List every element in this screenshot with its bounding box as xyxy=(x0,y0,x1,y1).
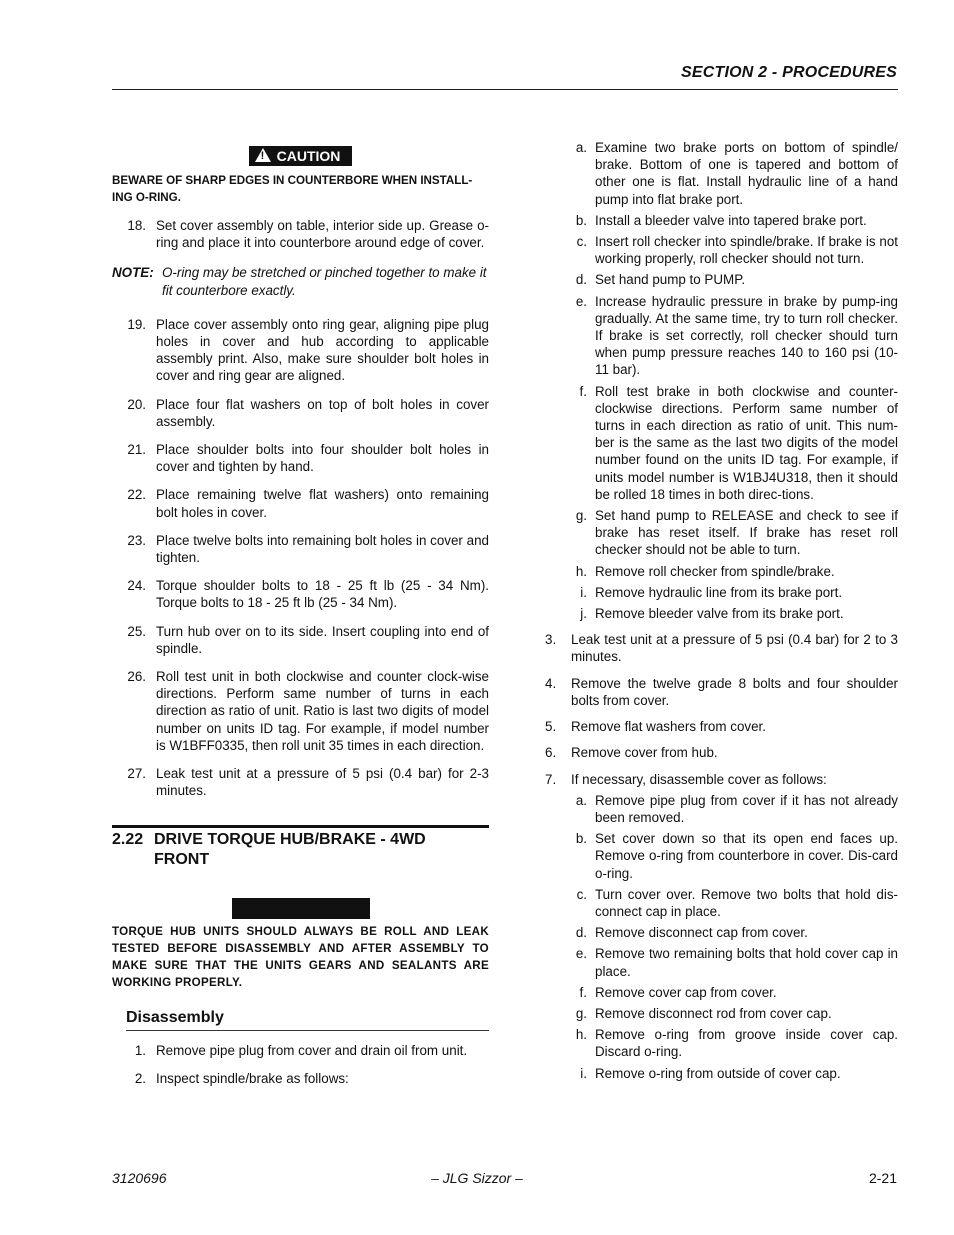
section-number: 2.22 xyxy=(112,831,144,849)
step-text: Place remaining twelve flat washers) onto remaining bolt holes in cover. xyxy=(156,487,489,520)
substep-letter: h. xyxy=(575,563,587,579)
step-item xyxy=(539,675,898,709)
substep-letter: i. xyxy=(580,1065,587,1081)
step-item xyxy=(112,577,489,611)
substep-item xyxy=(539,1065,898,1082)
step-text: Torque shoulder bolts to 18 - 25 ft lb (25 - 34 Nm). Torque bolts to 18 - 25 ft lb (25 - 34 Nm). xyxy=(156,578,489,611)
section-title: DRIVE TORQUE HUB/BRAKE - 4WD FRONT xyxy=(154,831,426,869)
step-text: Leak test unit at a pressure of 5 psi (0.4 bar) for 2-3 minutes. xyxy=(156,766,489,799)
substep-letter: i. xyxy=(580,584,587,600)
substep-text: Remove pipe plug from cover if it has not already been removed. xyxy=(595,792,898,825)
substep-letter: f. xyxy=(579,383,587,399)
substep-text: Set hand pump to PUMP. xyxy=(595,272,746,288)
step-item xyxy=(112,668,489,754)
substep-text: Remove o-ring from groove inside cover cap. Discard o-ring. xyxy=(595,1027,898,1060)
substep-item xyxy=(539,1026,898,1060)
substep-letter: g. xyxy=(575,1005,587,1021)
substep-text: Remove hydraulic line from its brake port. xyxy=(595,584,843,600)
caution-label: CAUTION xyxy=(276,148,341,164)
substep-text: Remove bleeder valve from its brake port. xyxy=(595,606,844,622)
substep-letter: b. xyxy=(575,831,587,847)
substeps-list-b xyxy=(539,792,898,1082)
substep-item xyxy=(539,383,898,503)
substep-letter: g. xyxy=(575,508,587,524)
note-label: NOTE: xyxy=(112,265,154,281)
step-item xyxy=(112,1070,489,1087)
warning-text: TORQUE HUB UNITS SHOULD ALWAYS BE ROLL AND LEAK TESTED BEFORE DISASSEMBLY AND AFTER ASSEMBLY TO MAKE SURE THAT THE UNITS GEARS AND SEALANTS ARE WORKING PROPERLY. xyxy=(112,925,489,990)
substep-letter: a. xyxy=(575,792,587,808)
steps-list-b xyxy=(112,316,489,800)
step-number: 4. xyxy=(545,675,557,691)
step-number: 6. xyxy=(545,745,557,761)
substep-letter: e. xyxy=(575,946,587,962)
caution-block xyxy=(112,146,489,166)
substep-text: Set hand pump to RELEASE and check to see if brake has reset itself. If brake has reset roll checker should not be able to turn. xyxy=(595,508,898,558)
section-header: SECTION 2 - PROCEDURES xyxy=(681,64,897,81)
substep-text: Roll test brake in both clockwise and counter-clockwise directions. Perform same number of turns in each direction as ratio of unit. This num-ber is the same as the last two digits of the model number found on the units ID tag. For example, if units model number is W1BJ4U318, then it should be rolled 18 times in both direc-tions. xyxy=(595,383,898,502)
step-item xyxy=(112,396,489,430)
step-number: 1. xyxy=(134,1042,146,1058)
substep-item xyxy=(539,886,898,920)
substep-item xyxy=(539,830,898,882)
steps-list-c xyxy=(112,1042,489,1087)
substep-item xyxy=(539,1005,898,1022)
step-text: Remove the twelve grade 8 bolts and four shoulder bolts from cover. xyxy=(571,675,898,708)
step-text: Place four flat washers on top of bolt holes in cover assembly. xyxy=(156,396,489,429)
substep-text: Install a bleeder valve into tapered brake port. xyxy=(595,212,867,228)
substep-letter: d. xyxy=(575,272,587,288)
step-text: Place shoulder bolts into four shoulder bolt holes in cover and tighten by hand. xyxy=(156,442,489,475)
step-text: Remove flat washers from cover. xyxy=(571,719,766,735)
step-number: 23. xyxy=(127,532,146,548)
substep-text: Increase hydraulic pressure in brake by pump-ing gradually. At the same time, try to turn roll checker. If brake is set correctly, roll checker should turn when pump pressure reaches 140 to 160 psi (10-11 bar). xyxy=(595,293,898,378)
substep-text: Remove cover cap from cover. xyxy=(595,984,777,1000)
header-divider xyxy=(112,89,898,90)
step-text: Set cover assembly on table, interior side up. Grease o-ring and place it into counterbore around edge of cover. xyxy=(156,218,489,251)
step-text: Place cover assembly onto ring gear, aligning pipe plug holes in cover and hub according to applicable assembly print. Also, make sure shoulder bolt holes in cover and ring gear are aligned. xyxy=(156,316,489,384)
substep-letter: j. xyxy=(580,606,587,622)
step-item xyxy=(112,532,489,566)
step-number: 20. xyxy=(127,396,146,412)
substep-letter: d. xyxy=(575,925,587,941)
step-number: 27. xyxy=(127,766,146,782)
substep-item xyxy=(539,563,898,580)
step-number: 21. xyxy=(127,442,146,458)
substep-text: Remove roll checker from spindle/brake. xyxy=(595,563,835,579)
step-item xyxy=(539,771,898,788)
step-number: 26. xyxy=(127,669,146,685)
step-text: Remove pipe plug from cover and drain oil from unit. xyxy=(156,1042,468,1058)
substep-item xyxy=(539,271,898,288)
substep-item xyxy=(539,605,898,622)
substep-item xyxy=(539,792,898,826)
substep-text: Examine two brake ports on bottom of spindle/ brake. Bottom of one is tapered and bottom of other one is flat. Install hydraulic line of a hand pump into flat brake port. xyxy=(595,140,898,207)
step-number: 18. xyxy=(127,218,146,233)
right-column xyxy=(539,135,898,1082)
substep-letter: e. xyxy=(575,293,587,309)
step-number: 2. xyxy=(134,1070,146,1086)
substep-text: Remove o-ring from outside of cover cap. xyxy=(595,1065,841,1081)
warning-label-bar xyxy=(232,898,370,919)
step-item xyxy=(539,744,898,761)
step-number: 24. xyxy=(127,578,146,594)
step-text: Roll test unit in both clockwise and counter clock-wise directions. Perform same number of turns in each direction as ratio of unit. Ratio is last two digits of model number on units ID tag. For example, if model number is W1BFF0335, then roll unit 35 times in each direction. xyxy=(156,669,489,753)
substep-item xyxy=(539,507,898,559)
step-text: Inspect spindle/brake as follows: xyxy=(156,1070,349,1086)
substep-letter: c. xyxy=(576,234,587,250)
step-item xyxy=(112,1042,489,1059)
substep-letter: c. xyxy=(576,886,587,902)
substep-letter: a. xyxy=(575,140,587,155)
section-rule xyxy=(112,825,489,828)
substep-letter: f. xyxy=(579,984,587,1000)
section-heading xyxy=(112,830,489,870)
footer-title: – JLG Sizzor – xyxy=(431,1170,523,1186)
substep-item xyxy=(539,945,898,979)
step-item xyxy=(112,486,489,520)
substep-text: Remove two remaining bolts that hold cover cap in place. xyxy=(595,946,898,979)
step-item xyxy=(112,765,489,799)
footer-doc-number: 3120696 xyxy=(112,1170,167,1186)
step-item xyxy=(112,217,489,251)
substep-letter: h. xyxy=(575,1027,587,1043)
step-number: 5. xyxy=(545,719,557,735)
steps-list-a xyxy=(112,217,489,251)
step-text: Turn hub over on to its side. Insert coupling into end of spindle. xyxy=(156,623,489,656)
footer-page-number: 2-21 xyxy=(868,1170,897,1186)
substep-item xyxy=(539,139,898,208)
step-text: If necessary, disassemble cover as follows: xyxy=(571,771,827,787)
step-item xyxy=(539,718,898,735)
steps-list-right xyxy=(539,631,898,787)
caution-text: BEWARE OF SHARP EDGES IN COUNTERBORE WHEN INSTALL-ING O-RING. xyxy=(112,174,473,204)
step-number: 25. xyxy=(127,623,146,639)
note-text: O-ring may be stretched or pinched together to make it fit counterbore exactly. xyxy=(162,265,487,298)
substep-item xyxy=(539,984,898,1001)
step-text: Leak test unit at a pressure of 5 psi (0.4 bar) for 2 to 3 minutes. xyxy=(571,632,898,665)
warning-triangle-icon: ! xyxy=(255,148,271,162)
note xyxy=(112,264,489,298)
step-number: 3. xyxy=(545,632,557,648)
substeps-list-a xyxy=(539,139,898,622)
left-column xyxy=(112,146,489,1087)
substep-text: Turn cover over. Remove two bolts that hold dis-connect cap in place. xyxy=(595,886,898,919)
substep-item xyxy=(539,233,898,267)
step-number: 22. xyxy=(127,487,146,503)
step-item xyxy=(539,631,898,665)
step-item xyxy=(112,316,489,385)
subsection-heading: Disassembly xyxy=(126,1009,489,1030)
substep-item xyxy=(539,584,898,601)
step-number: 19. xyxy=(127,316,146,332)
substep-item xyxy=(539,212,898,229)
substep-text: Remove disconnect cap from cover. xyxy=(595,925,808,941)
substep-text: Insert roll checker into spindle/brake. If brake is not working properly, roll checker should not turn. xyxy=(595,234,898,267)
substep-item xyxy=(539,293,898,379)
substep-item xyxy=(539,924,898,941)
step-text: Place twelve bolts into remaining bolt holes in cover and tighten. xyxy=(156,532,489,566)
substep-letter: b. xyxy=(575,212,587,228)
substep-text: Remove disconnect rod from cover cap. xyxy=(595,1005,832,1021)
step-number: 7. xyxy=(545,771,557,787)
step-text: Remove cover from hub. xyxy=(571,745,718,761)
substep-text: Set cover down so that its open end faces up. Remove o-ring from counterbore in cover. Dis-card o-ring. xyxy=(595,831,898,881)
step-item xyxy=(112,623,489,657)
caution-badge xyxy=(249,146,353,166)
step-item xyxy=(112,441,489,475)
